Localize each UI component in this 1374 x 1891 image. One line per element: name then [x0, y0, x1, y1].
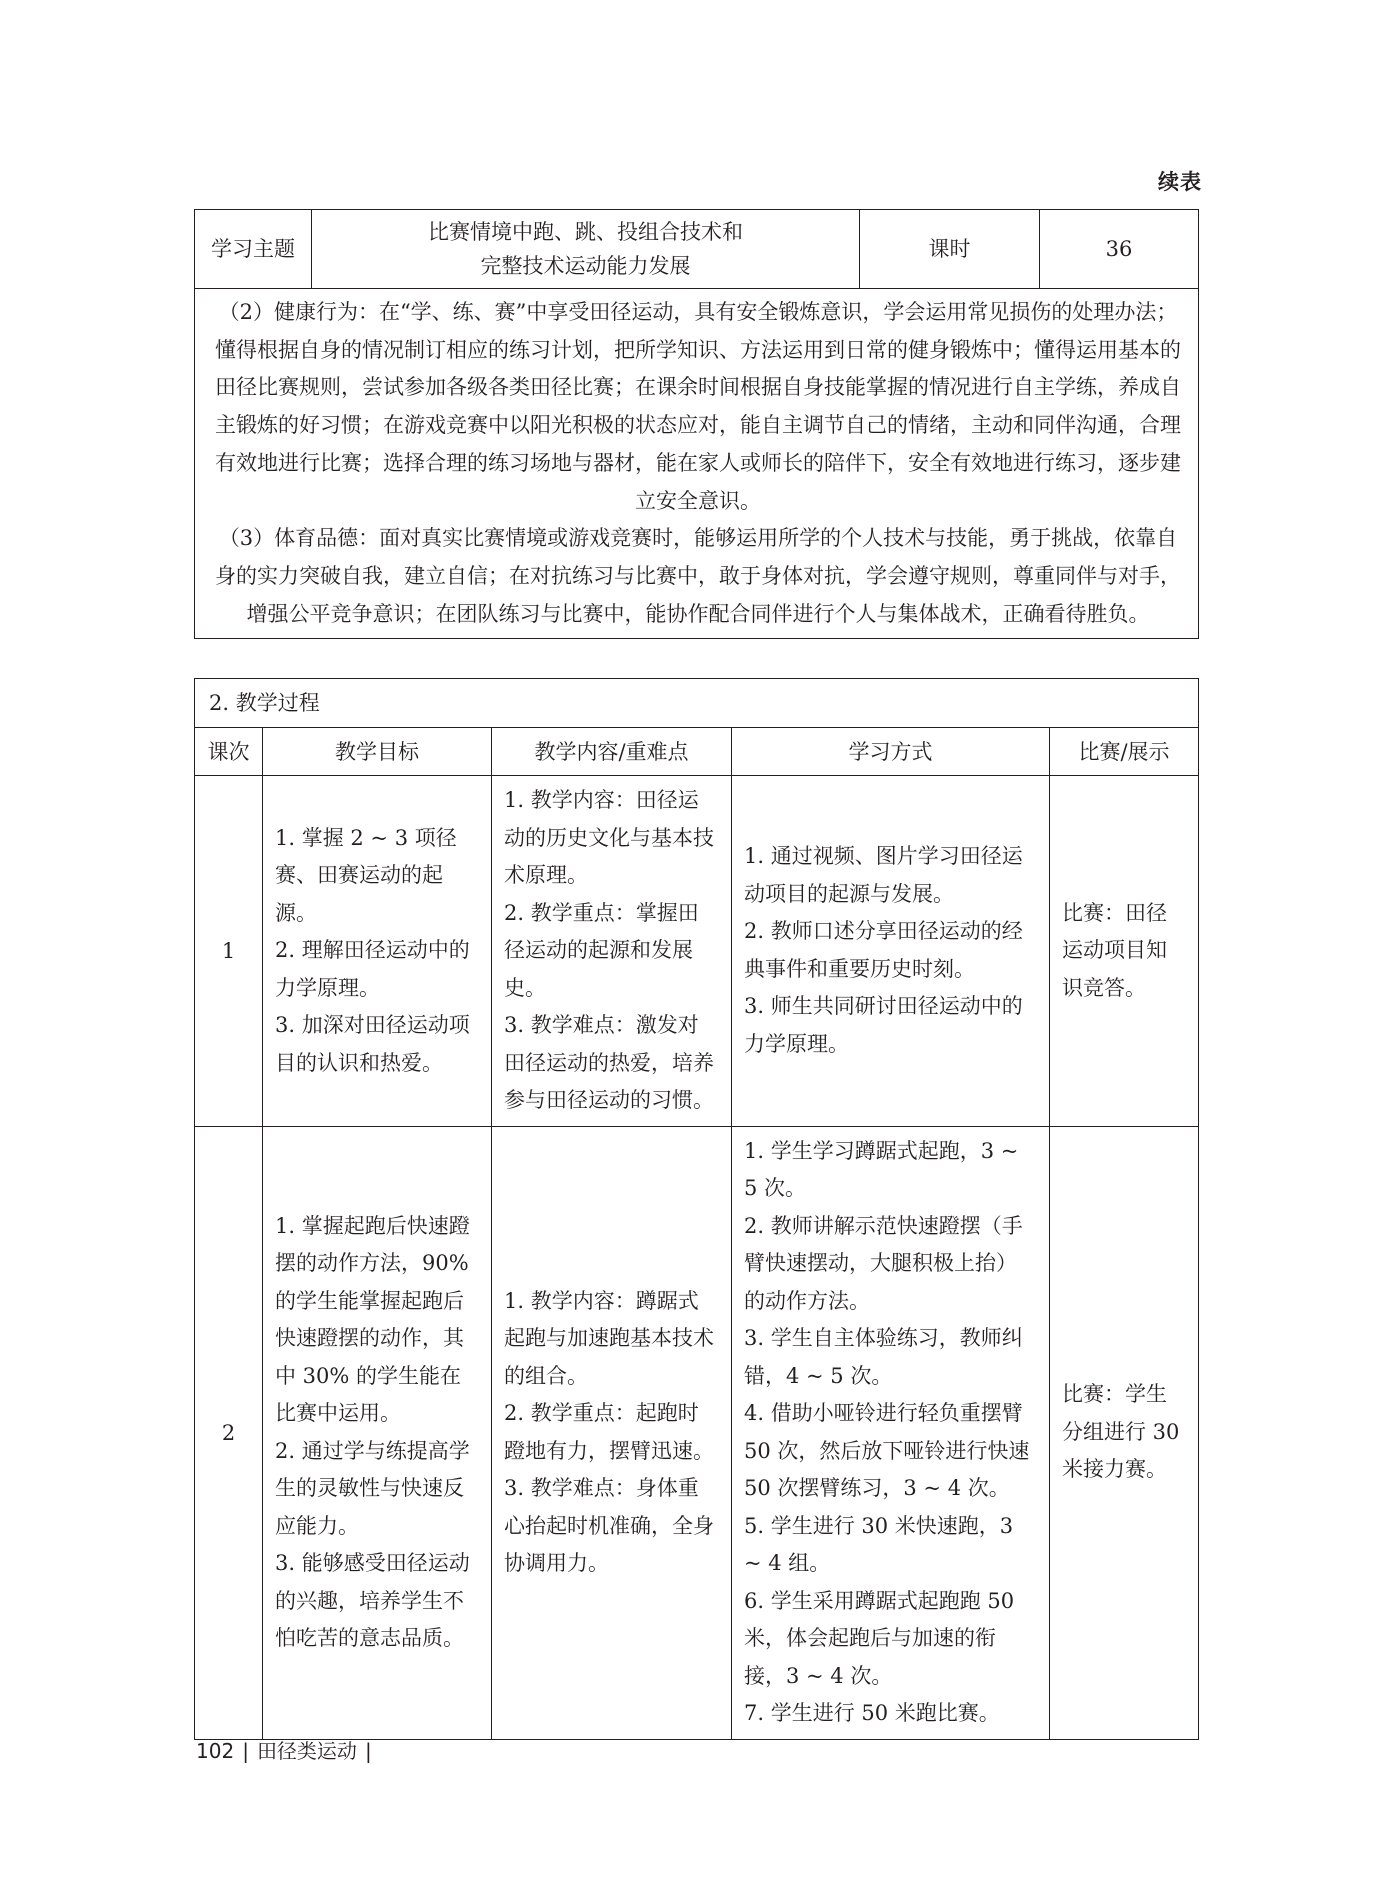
method-item: 1. 通过视频、图片学习田径运动项目的起源与发展。: [744, 844, 1023, 906]
method-item: 4. 借助小哑铃进行轻负重摆臂 50 次，然后放下哑铃进行快速 50 次摆臂练习，3 ~ 4 次。: [744, 1401, 1030, 1500]
header-table: [194, 209, 1199, 639]
page-number: 102: [196, 1739, 235, 1763]
sports-morality-text: （3）体育品德：面对真实比赛情境或游戏竞赛时，能够运用所学的个人技术与技能，勇于挑战，依靠自身的实力突破自我，建立自信；在对抗练习与比赛中，敢于身体对抗，学会遵守规则，尊重同伴与对手，增强公平竞争意识；在团队练习与比赛中，能协作配合同伴进行个人与集体战术，正确看待胜负。: [215, 526, 1181, 626]
col-lesson: 课次: [195, 728, 263, 776]
footer-separator: |: [242, 1739, 249, 1763]
topic-value: [312, 210, 860, 289]
lesson-number: 1: [195, 776, 263, 1127]
section-title: 田径类运动: [256, 1739, 357, 1763]
method-item: 7. 学生进行 50 米跑比赛。: [744, 1701, 1000, 1725]
health-behavior-text: （2）健康行为：在“学、练、赛”中享受田径运动，具有安全锻炼意识，学会运用常见损伤的处理办法；懂得根据自身的情况制订相应的练习计划，把所学知识、方法运用到日常的健身锻炼中；懂得运用基本的田径比赛规则，尝试参加各级各类田径比赛；在课余时间根据自身技能掌握的情况进行自主学练，养成自主锻炼的好习惯；在游戏竞赛中以阳光积极的状态应对，能自主调节自己的情绪，主动和同伴沟通，合理有效地进行比赛；选择合理的练习场地与器材，能在家人或师长的陪伴下，安全有效地进行练习，逐步建立安全意识。: [215, 300, 1181, 513]
lesson-methods: [732, 1126, 1050, 1739]
col-goals: 教学目标: [263, 728, 492, 776]
topic-label: 学习主题: [195, 210, 312, 289]
content-item: 1. 教学内容：田径运动的历史文化与基本技术原理。: [504, 788, 714, 887]
lesson-competition: 比赛：学生分组进行 30 米接力赛。: [1050, 1126, 1199, 1739]
process-title-row: [195, 679, 1199, 728]
method-item: 2. 教师口述分享田径运动的经典事件和重要历史时刻。: [744, 919, 1023, 981]
topic-value-line2: 完整技术运动能力发展: [480, 254, 691, 278]
content-item: 3. 教学难点：激发对田径运动的热爱，培养参与田径运动的习惯。: [504, 1013, 714, 1112]
header-row: [195, 210, 1199, 289]
process-title: 2. 教学过程: [195, 679, 1199, 728]
hours-label: 课时: [860, 210, 1040, 289]
goal-item: 1. 掌握起跑后快速蹬摆的动作方法，90% 的学生能掌握起跑后快速蹬摆的动作，其中 30% 的学生能在比赛中运用。: [275, 1213, 470, 1425]
lesson-number: 2: [195, 1126, 263, 1739]
lesson-methods: [732, 776, 1050, 1127]
method-item: 2. 教师讲解示范快速蹬摆（手臂快速摆动，大腿积极上抬）的动作方法。: [744, 1213, 1023, 1313]
goal-item: 2. 通过学与练提高学生的灵敏性与快速反应能力。: [275, 1438, 470, 1538]
lesson-content: [492, 1126, 732, 1739]
goal-item: 2. 理解田径运动中的力学原理。: [275, 938, 470, 1000]
col-content: 教学内容/重难点: [492, 728, 732, 776]
content-item: 2. 教学重点：掌握田径运动的起源和发展史。: [504, 900, 699, 1000]
method-item: 1. 学生学习蹲踞式起跑，3 ~ 5 次。: [744, 1138, 1019, 1200]
column-header-row: [195, 728, 1199, 776]
content-item: 3. 教学难点：身体重心抬起时机准确，全身协调用力。: [504, 1476, 714, 1575]
col-competition: 比赛/展示: [1050, 728, 1199, 776]
lesson-row-1: [195, 776, 1199, 1127]
content-item: 2. 教学重点：起跑时蹬地有力，摆臂迅速。: [504, 1401, 714, 1463]
method-item: 5. 学生进行 30 米快速跑，3 ~ 4 组。: [744, 1513, 1014, 1575]
goal-item: 1. 掌握 2 ~ 3 项径赛、田赛运动的起源。: [275, 825, 457, 925]
lesson-content: [492, 776, 732, 1127]
continued-label: 续表: [1158, 170, 1202, 194]
objectives-row: [195, 289, 1199, 639]
teaching-process-table: [194, 678, 1199, 1740]
page-footer: [196, 1735, 380, 1764]
objectives-cell: [195, 289, 1199, 639]
method-item: 3. 师生共同研讨田径运动中的力学原理。: [744, 994, 1023, 1056]
hours-value: 36: [1040, 210, 1199, 289]
content-item: 1. 教学内容：蹲踞式起跑与加速跑基本技术的组合。: [504, 1288, 714, 1388]
footer-separator: |: [364, 1739, 372, 1763]
method-item: 6. 学生采用蹲踞式起跑跑 50 米，体会起跑后与加速的衔接，3 ~ 4 次。: [744, 1588, 1015, 1688]
method-item: 3. 学生自主体验练习，教师纠错，4 ~ 5 次。: [744, 1326, 1023, 1388]
goal-item: 3. 加深对田径运动项目的认识和热爱。: [275, 1013, 470, 1075]
lesson-row-2: [195, 1126, 1199, 1739]
lesson-competition: 比赛：田径运动项目知识竞答。: [1050, 776, 1199, 1127]
lesson-goals: [263, 1126, 492, 1739]
goal-item: 3. 能够感受田径运动的兴趣，培养学生不怕吃苦的意志品质。: [275, 1551, 470, 1650]
lesson-goals: [263, 776, 492, 1127]
topic-value-line1: 比赛情境中跑、跳、投组合技术和: [428, 220, 743, 244]
col-methods: 学习方式: [732, 728, 1050, 776]
